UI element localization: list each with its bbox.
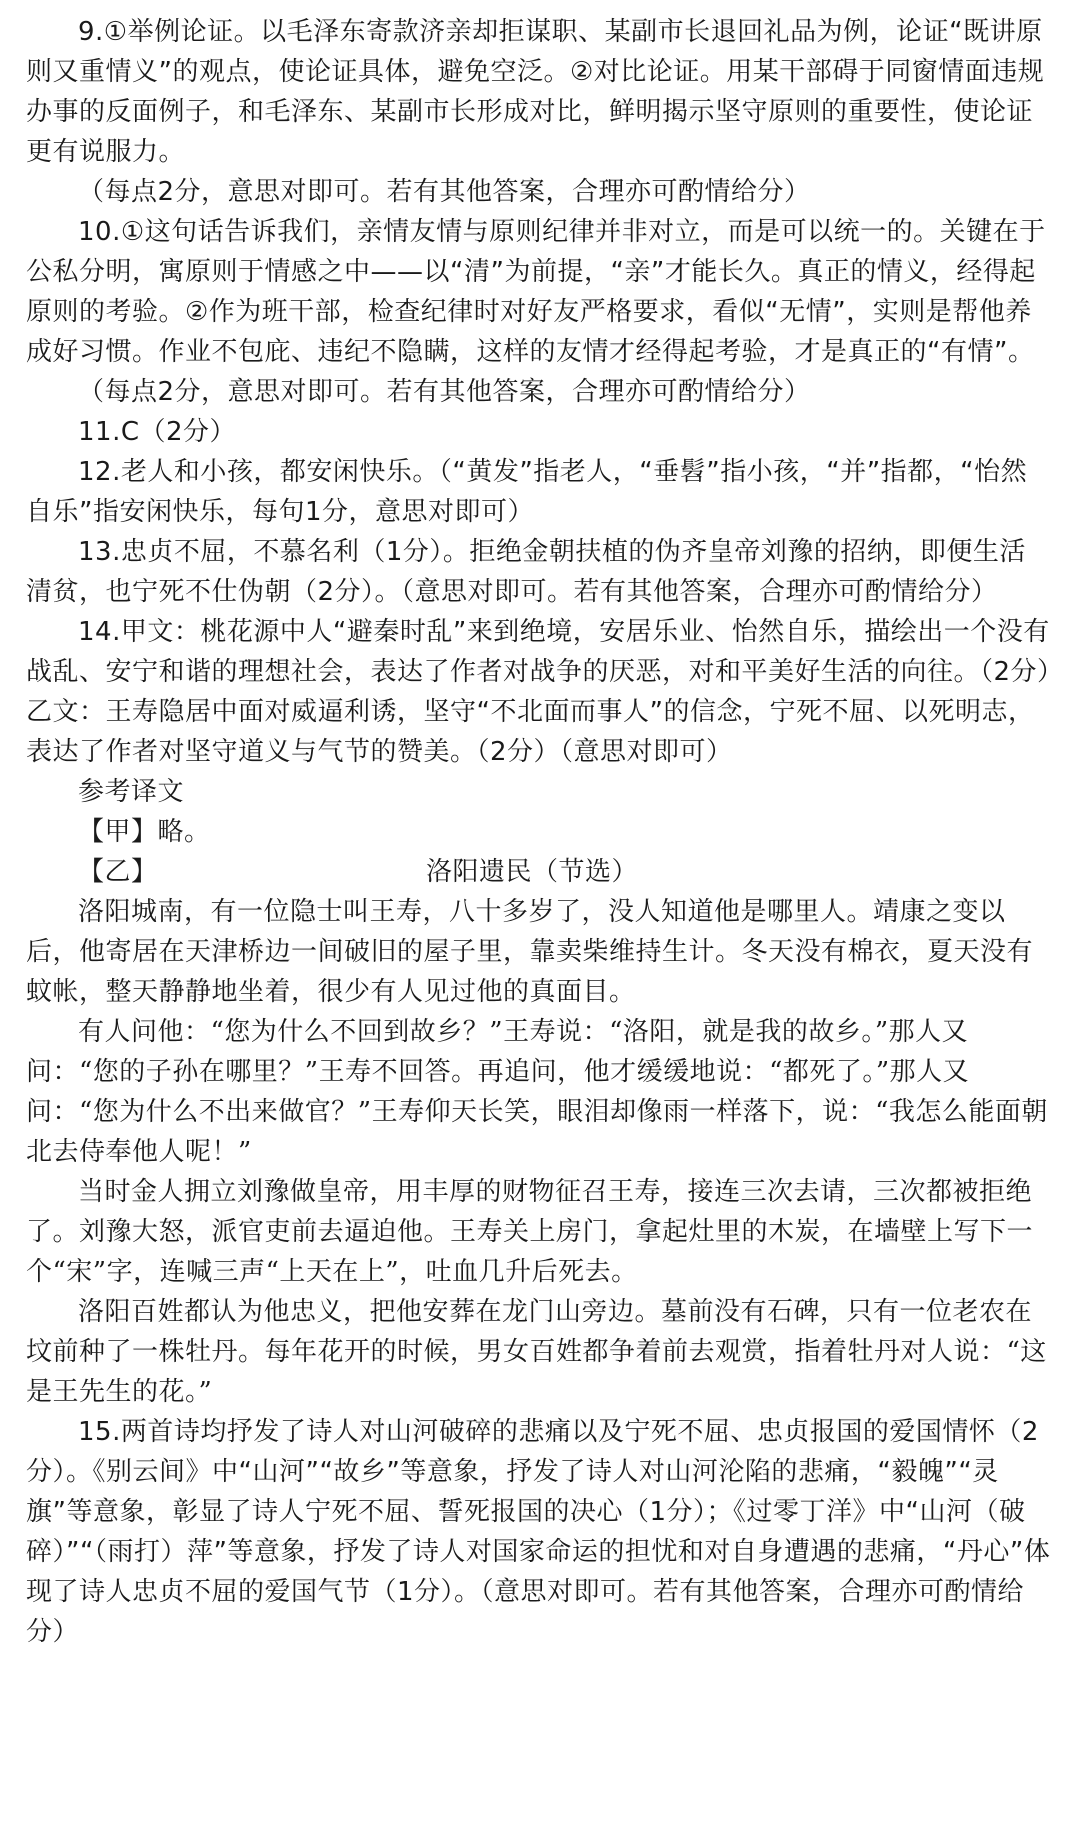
answer-12: 12.老人和小孩，都安闲快乐。（“黄发”指老人，“垂髫”指小孩，“并”指都，“怡然自乐”指安闲快乐，每句1分，意思对即可） bbox=[26, 457, 1028, 527]
answer-15: 15.两首诗均抒发了诗人对山河破碎的悲痛以及宁死不屈、忠贞报国的爱国情怀（2分）。《别云间》中“山河”“故乡”等意象，抒发了诗人对山河沦陷的悲痛，“毅魄”“灵旗”等意象，彰显了诗人宁死不屈、誓死报国的决心（1分）；《过零丁洋》中“山河（破碎）”“（雨打）萍”等意象，抒发了诗人对国家命运的担忧和对自身遭遇的悲痛，“丹心”体现了诗人忠贞不屈的爱国气节（1分）。（意思对即可。若有其他答案，合理亦可酌情给分） bbox=[26, 1417, 1051, 1647]
translation-paragraph: 当时金人拥立刘豫做皇帝，用丰厚的财物征召王寿，接连三次去请，三次都被拒绝了。刘豫大怒，派官吏前去逼迫他。王寿关上房门，拿起灶里的木炭，在墙壁上写下一个“宋”字，连喊三声“上天在上”，吐血几升后死去。 bbox=[26, 1177, 1034, 1287]
translation-paragraph: 洛阳城南，有一位隐士叫王寿，八十多岁了，没人知道他是哪里人。靖康之变以后，他寄居在天津桥边一间破旧的屋子里，靠卖柴维持生计。冬天没有棉衣，夏天没有蚊帐，整天静静地坐着，很少有人见过他的真面目。 bbox=[26, 897, 1034, 1007]
translation-yi-title: 洛阳遗民（节选） bbox=[426, 857, 639, 887]
translation-heading: 参考译文 bbox=[78, 777, 185, 807]
translation-yi-label: 【乙】 bbox=[78, 857, 158, 887]
answer-10: 10.①这句话告诉我们，亲情友情与原则纪律并非对立，而是可以统一的。关键在于公私分明，寓原则于情感之中——以“清”为前提，“亲”才能长久。真正的情义，经得起原则的考验。②作为班干部，检查纪律时对好友严格要求，看似“无情”，实则是帮他养成好习惯。作业不包庇、违纪不隐瞒，这样的友情才经得起考验，才是真正的“有情”。 bbox=[26, 217, 1046, 367]
translation-paragraph: 有人问他：“您为什么不回到故乡？”王寿说：“洛阳，就是我的故乡。”那人又问：“您的子孙在哪里？”王寿不回答。再追问，他才缓缓地说：“都死了。”那人又问：“您为什么不出来做官？”王寿仰天长笑，眼泪却像雨一样落下，说：“我怎么能面朝北去侍奉他人呢！” bbox=[26, 1017, 1048, 1167]
translation-jia bbox=[26, 812, 1052, 852]
answer-9: 9.①举例论证。以毛泽东寄款济亲却拒谋职、某副市长退回礼品为例，论证“既讲原则又重情义”的观点，使论证具体，避免空泛。②对比论证。用某干部碍于同窗情面违规办事的反面例子，和毛泽东、某副市长形成对比，鲜明揭示坚守原则的重要性，使论证更有说服力。 bbox=[26, 17, 1045, 167]
translation-yi-header bbox=[26, 852, 1052, 892]
answer-9-scoring-note: （每点2分，意思对即可。若有其他答案，合理亦可酌情给分） bbox=[78, 177, 811, 207]
translation-jia-text: 略。 bbox=[157, 817, 211, 847]
answer-13: 13.忠贞不屈，不慕名利（1分）。拒绝金朝扶植的伪齐皇帝刘豫的招纳，即便生活清贫，也宁死不仕伪朝（2分）。（意思对即可。若有其他答案，合理亦可酌情给分） bbox=[26, 537, 1026, 607]
answer-11: 11.C（2分） bbox=[78, 417, 237, 447]
translation-paragraph: 洛阳百姓都认为他忠义，把他安葬在龙门山旁边。墓前没有石碑，只有一位老农在坟前种了一株牡丹。每年花开的时候，男女百姓都争着前去观赏，指着牡丹对人说：“这是王先生的花。” bbox=[26, 1297, 1047, 1407]
answer-10-scoring-note: （每点2分，意思对即可。若有其他答案，合理亦可酌情给分） bbox=[78, 377, 811, 407]
translation-jia-label: 【甲】 bbox=[78, 817, 158, 847]
answer-14: 14.甲文：桃花源中人“避秦时乱”来到绝境，安居乐业、怡然自乐，描绘出一个没有战乱、安宁和谐的理想社会，表达了作者对战争的厌恶，对和平美好生活的向往。（2分）乙文：王寿隐居中面对威逼利诱，坚守“不北面而事人”的信念，宁死不屈、以死明志，表达了作者对坚守道义与气节的赞美。（2分）（意思对即可） bbox=[26, 617, 1051, 767]
